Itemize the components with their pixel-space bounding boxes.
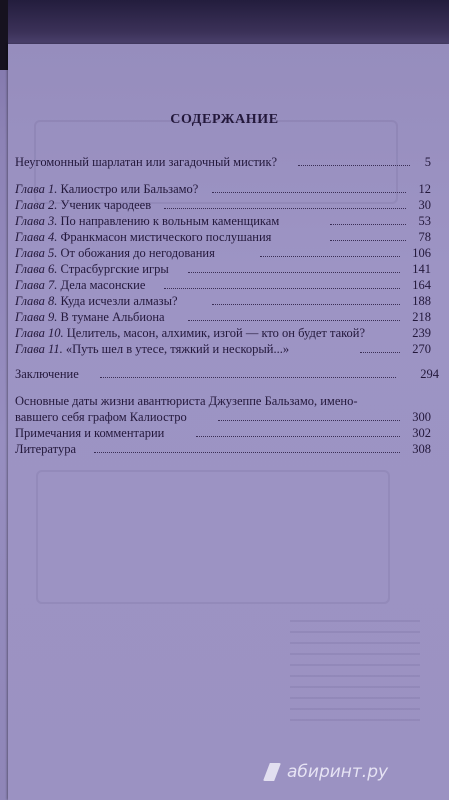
chapter-title: В тумане Альбиона xyxy=(60,310,165,324)
toc-title: СОДЕРЖАНИЕ xyxy=(170,112,279,127)
toc-page-number: 270 xyxy=(412,342,431,356)
toc-entry-dates-line1: Основные даты жизни авантюриста Джузеппе Бальзамо, имено- xyxy=(15,394,358,408)
dot-leader xyxy=(330,240,406,241)
chapter-number: Глава 4. xyxy=(15,230,58,244)
toc-entry-chapter xyxy=(0,197,449,213)
chapter-title: По направлению к вольным каменщикам xyxy=(60,214,280,228)
dot-leader xyxy=(188,272,400,273)
toc-entry-conclusion xyxy=(0,366,449,382)
toc-page-number: 188 xyxy=(412,294,431,308)
chapter-title: «Путь шел в утесе, тяжкий и нескорый...» xyxy=(65,342,290,356)
chapter-title: Страсбургские игры xyxy=(60,262,169,276)
chapter-number: Глава 11. xyxy=(15,342,63,356)
toc-page-number: 30 xyxy=(418,198,431,212)
labirint-watermark xyxy=(263,762,423,784)
chapter-title: Калиостро или Бальзамо? xyxy=(60,182,199,196)
toc-page-number: 308 xyxy=(412,442,431,456)
dot-leader xyxy=(196,436,400,437)
toc-entry-chapter xyxy=(0,277,449,293)
chapter-number: Глава 5. xyxy=(15,246,58,260)
chapter-title: Франкмасон мистического послушания xyxy=(60,230,272,244)
toc-entry-label: вавшего себя графом Калиостро xyxy=(15,410,187,424)
toc-entry-chapter xyxy=(0,341,449,357)
toc-entry-dates xyxy=(0,409,449,425)
toc-entry-chapter xyxy=(0,325,449,341)
dot-leader xyxy=(164,288,400,289)
dot-leader xyxy=(360,352,400,353)
chapter-title: От обожания до негодования xyxy=(60,246,215,260)
chapter-number: Глава 7. xyxy=(15,278,58,292)
chapter-title: Целитель, масон, алхимик, изгой — кто он будет такой? xyxy=(66,326,366,340)
toc-entry-chapter xyxy=(0,213,449,229)
dot-leader xyxy=(164,208,406,209)
dot-leader xyxy=(100,377,396,378)
dot-leader xyxy=(94,452,400,453)
chapter-title: Куда исчезли алмазы? xyxy=(60,294,178,308)
toc-page-number: 78 xyxy=(418,230,431,244)
toc-entry-chapter xyxy=(0,293,449,309)
chapter-number: Глава 2. xyxy=(15,198,58,212)
labirint-logo-icon xyxy=(263,763,281,781)
dot-leader xyxy=(188,320,400,321)
toc-entry-notes xyxy=(0,425,449,441)
toc-entry-label: Заключение xyxy=(15,367,79,381)
dot-leader xyxy=(298,165,410,166)
toc-page-number: 53 xyxy=(418,214,431,228)
toc-page-number: 141 xyxy=(412,262,431,276)
dot-leader xyxy=(218,420,400,421)
dot-leader xyxy=(212,304,400,305)
toc-page-number: 12 xyxy=(418,182,431,196)
toc-page-number: 300 xyxy=(412,410,431,424)
chapter-number: Глава 10. xyxy=(15,326,64,340)
toc-entry-chapter xyxy=(0,309,449,325)
chapter-number: Глава 6. xyxy=(15,262,58,276)
toc-page-number: 106 xyxy=(412,246,431,260)
toc-entry-literature xyxy=(0,441,449,457)
chapter-number: Глава 8. xyxy=(15,294,58,308)
toc-page-number: 164 xyxy=(412,278,431,292)
chapter-number: Глава 1. xyxy=(15,182,58,196)
toc-entry-label: Примечания и комментарии xyxy=(15,426,165,440)
toc-entry-label: Литература xyxy=(15,442,76,456)
toc-page-number: 302 xyxy=(412,426,431,440)
toc-entry-intro xyxy=(0,154,449,170)
toc-page-number: 5 xyxy=(424,155,431,169)
chapter-title: Ученик чародеев xyxy=(60,198,152,212)
toc-page-number: 239 xyxy=(412,326,431,340)
chapter-title: Дела масонские xyxy=(60,278,146,292)
toc-entry-label: Неугомонный шарлатан или загадочный мистик? xyxy=(15,155,278,169)
dot-leader xyxy=(212,192,406,193)
toc-entry-chapter xyxy=(0,229,449,245)
chapter-number: Глава 9. xyxy=(15,310,58,324)
chapter-number: Глава 3. xyxy=(15,214,58,228)
toc-page-number: 218 xyxy=(412,310,431,324)
watermark-text: абиринт.ру xyxy=(287,762,389,782)
dot-leader xyxy=(260,256,400,257)
toc-entry-chapter xyxy=(0,245,449,261)
toc-page-number: 294 xyxy=(420,367,439,381)
dot-leader xyxy=(330,224,406,225)
toc-entry-chapter xyxy=(0,181,449,197)
toc-entry-chapter xyxy=(0,261,449,277)
